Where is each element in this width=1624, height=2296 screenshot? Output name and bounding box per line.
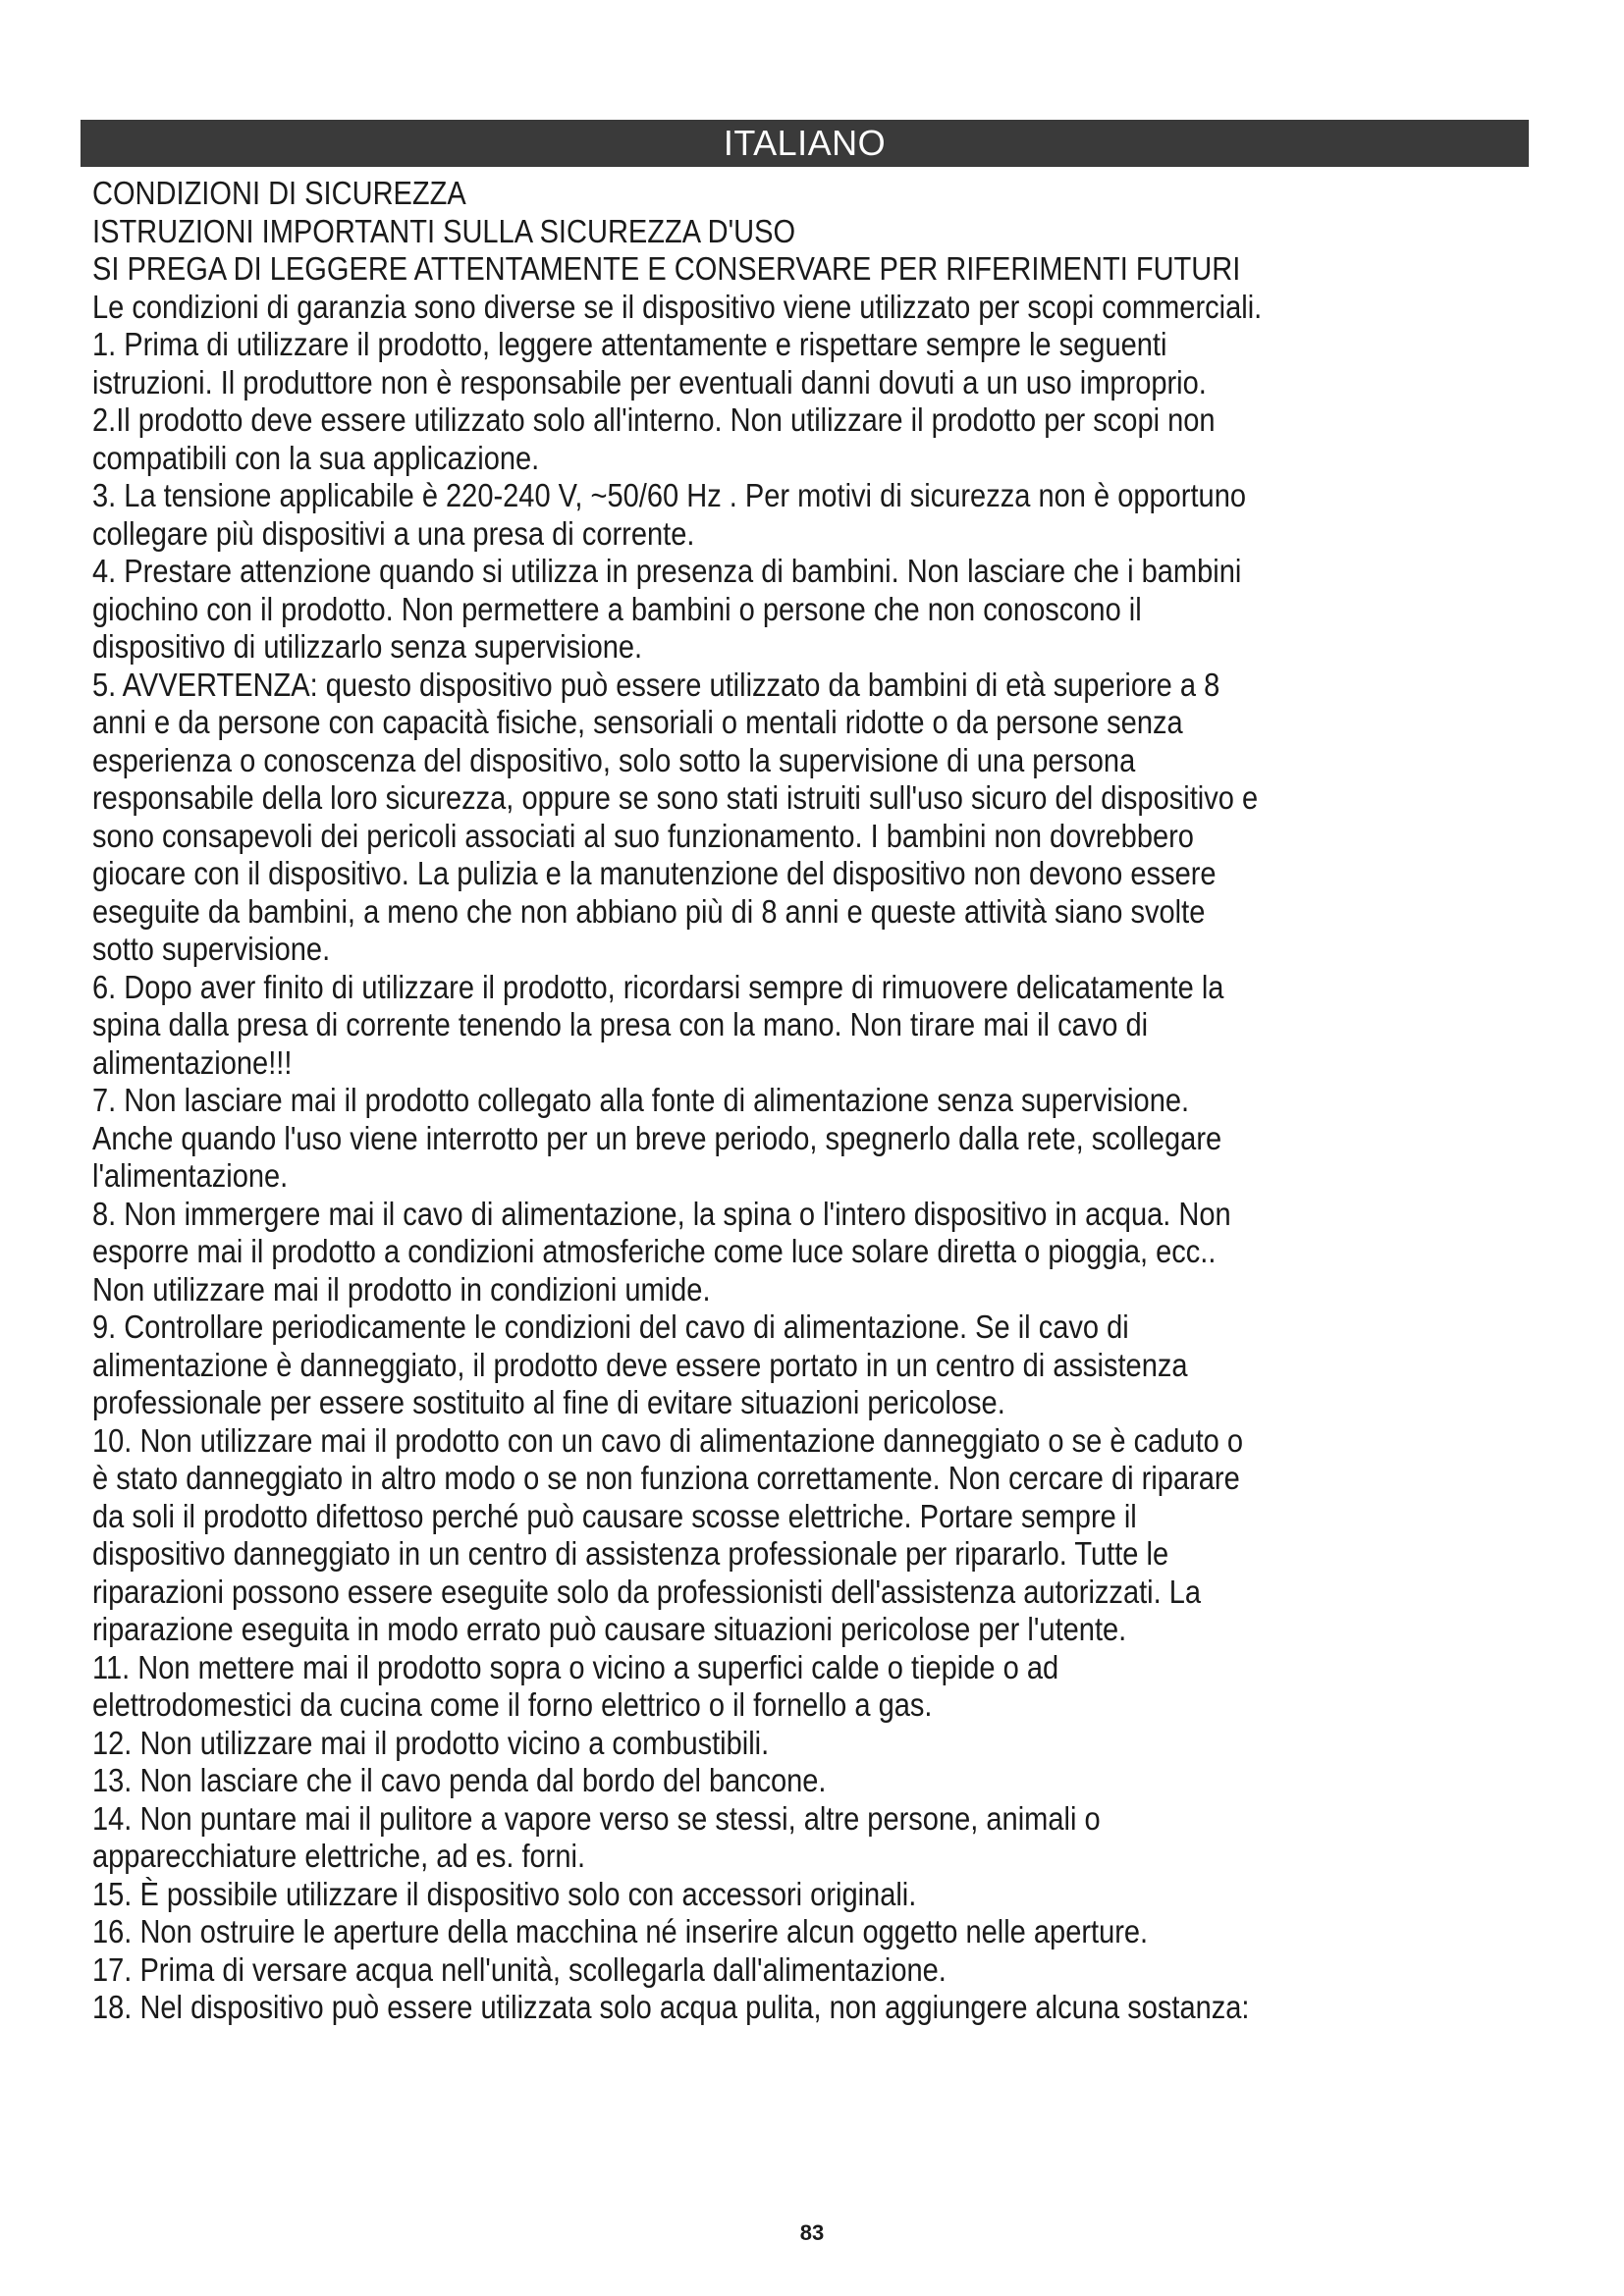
text-line: 6. Dopo aver finito di utilizzare il prodotto, ricordarsi sempre di rimuovere delicatamente la — [92, 968, 1224, 1005]
text-line: Anche quando l'uso viene interrotto per un breve periodo, spegnerlo dalla rete, scollegare — [92, 1119, 1222, 1156]
text-line: 13. Non lasciare che il cavo penda dal bordo del bancone. — [92, 1762, 827, 1798]
text-line: collegare più dispositivi a una presa di corrente. — [92, 514, 695, 552]
text-line: 12. Non utilizzare mai il prodotto vicino a combustibili. — [92, 1724, 770, 1761]
text-line: anni e da persone con capacità fisiche, sensoriali o mentali ridotte o da persone senza — [92, 704, 1183, 740]
text-line: 18. Nel dispositivo può essere utilizzata solo acqua pulita, non aggiungere alcuna sostanza: — [92, 1989, 1250, 2025]
text-line: dispositivo di utilizzarlo senza supervisione. — [92, 628, 643, 665]
text-line: 5. AVVERTENZA: questo dispositivo può essere utilizzato da bambini di età superiore a 8 — [92, 666, 1220, 703]
text-line: ISTRUZIONI IMPORTANTI SULLA SICUREZZA D'USO — [92, 212, 796, 249]
language-header-bar: ITALIANO — [81, 120, 1529, 167]
text-line: 16. Non ostruire le aperture della macchina né inserire alcun oggetto nelle aperture. — [92, 1913, 1149, 1949]
text-line: esporre mai il prodotto a condizioni atmosferiche come luce solare diretta o pioggia, ecc.. — [92, 1233, 1217, 1269]
text-line: riparazione eseguita in modo errato può causare situazioni pericolose per l'utente. — [92, 1611, 1127, 1647]
text-line: responsabile della loro sicurezza, oppure se sono stati istruiti sull'uso sicuro del dispositivo e — [92, 779, 1259, 816]
text-line: Non utilizzare mai il prodotto in condizioni umide. — [92, 1270, 711, 1308]
text-line: 9. Controllare periodicamente le condizioni del cavo di alimentazione. Se il cavo di — [92, 1308, 1129, 1345]
text-line: elettrodomestici da cucina come il forno elettrico o il fornello a gas. — [92, 1686, 933, 1723]
text-line: giochino con il prodotto. Non permettere a bambini o persone che non conoscono il — [92, 590, 1142, 627]
text-line: spina dalla presa di corrente tenendo la presa con la mano. Non tirare mai il cavo di — [92, 1006, 1149, 1042]
text-line: 2.Il prodotto deve essere utilizzato solo all'interno. Non utilizzare il prodotto per scopi non — [92, 401, 1216, 438]
text-line: giocare con il dispositivo. La pulizia e la manutenzione del dispositivo non devono essere — [92, 855, 1217, 891]
text-line: professionale per essere sostituito al fine di evitare situazioni pericolose. — [92, 1384, 1005, 1420]
text-line: dispositivo danneggiato in un centro di assistenza professionale per ripararlo. Tutte le — [92, 1535, 1169, 1572]
safety-instructions-text — [92, 175, 1406, 2027]
text-line: sotto supervisione. — [92, 931, 331, 967]
page-number: 83 — [799, 2220, 825, 2245]
text-line: 1. Prima di utilizzare il prodotto, leggere attentamente e rispettare sempre le seguenti — [92, 326, 1167, 362]
text-line: 10. Non utilizzare mai il prodotto con un cavo di alimentazione danneggiato o se è caduto o — [92, 1421, 1244, 1459]
text-line: apparecchiature elettriche, ad es. forni. — [92, 1838, 586, 1874]
text-line: 11. Non mettere mai il prodotto sopra o vicino a superfici calde o tiepide o ad — [92, 1648, 1059, 1685]
text-line: da soli il prodotto difettoso perché può causare scosse elettriche. Portare sempre il — [92, 1497, 1137, 1534]
text-line: riparazioni possono essere eseguite solo da professionisti dell'assistenza autorizzati. La — [92, 1573, 1202, 1610]
text-line: è stato danneggiato in altro modo o se non funziona correttamente. Non cercare di riparare — [92, 1460, 1240, 1496]
text-line: 4. Prestare attenzione quando si utilizza in presenza di bambini. Non lasciare che i bambini — [92, 553, 1242, 589]
text-line: 8. Non immergere mai il cavo di alimentazione, la spina o l'intero dispositivo in acqua. Non — [92, 1195, 1231, 1232]
text-line: esperienza o conoscenza del dispositivo, solo sotto la supervisione di una persona — [92, 741, 1136, 778]
text-line: 15. È possibile utilizzare il dispositivo solo con accessori originali. — [92, 1875, 917, 1912]
text-line: compatibili con la sua applicazione. — [92, 439, 540, 476]
text-line: 14. Non puntare mai il pulitore a vapore verso se stessi, altre persone, animali o — [92, 1799, 1101, 1837]
text-line: sono consapevoli dei pericoli associati al suo funzionamento. I bambini non dovrebbero — [92, 817, 1194, 854]
text-line: alimentazione è danneggiato, il prodotto deve essere portato in un centro di assistenza — [92, 1346, 1188, 1383]
text-line: 3. La tensione applicabile è 220-240 V, ~50/60 Hz . Per motivi di sicurezza non è opportuno — [92, 477, 1247, 513]
text-line: SI PREGA DI LEGGERE ATTENTAMENTE E CONSERVARE PER RIFERIMENTI FUTURI — [92, 250, 1241, 287]
text-line: 7. Non lasciare mai il prodotto collegato alla fonte di alimentazione senza supervisione. — [92, 1082, 1190, 1118]
text-line: CONDIZIONI DI SICUREZZA — [92, 175, 466, 211]
text-line: eseguite da bambini, a meno che non abbiano più di 8 anni e queste attività siano svolte — [92, 892, 1206, 930]
text-line: Le condizioni di garanzia sono diverse se il dispositivo viene utilizzato per scopi commerciali. — [92, 288, 1263, 325]
text-line: istruzioni. Il produttore non è responsabile per eventuali danni dovuti a un uso improprio. — [92, 363, 1207, 400]
text-line: 17. Prima di versare acqua nell'unità, scollegarla dall'alimentazione. — [92, 1950, 947, 1988]
text-line: alimentazione!!! — [92, 1043, 293, 1081]
text-line: l'alimentazione. — [92, 1157, 289, 1194]
